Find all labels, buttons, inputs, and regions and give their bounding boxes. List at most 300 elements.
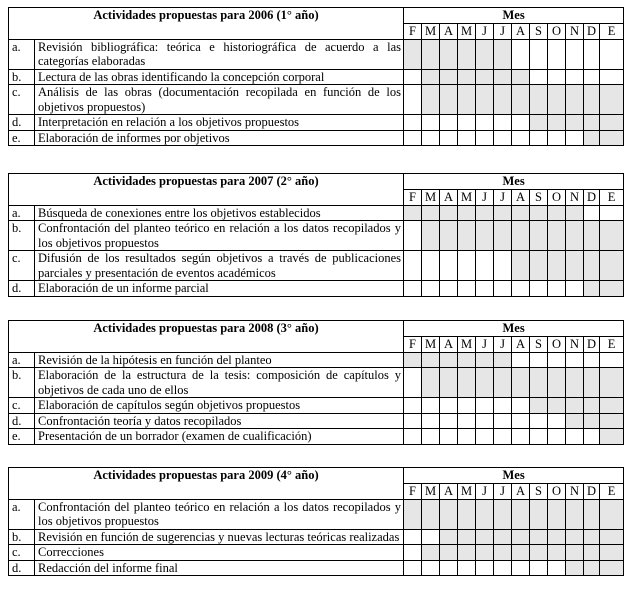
scheduled-month-cell xyxy=(584,130,600,146)
scheduled-month-cell xyxy=(548,85,566,115)
scheduled-month-cell xyxy=(512,85,530,115)
empty-month-cell xyxy=(458,560,476,576)
activity-description: Elaboración de capítulos según objetivos propuestos xyxy=(35,398,404,414)
scheduled-month-cell xyxy=(476,529,494,545)
scheduled-month-cell xyxy=(584,560,600,576)
empty-month-cell xyxy=(458,115,476,131)
empty-month-cell xyxy=(476,115,494,131)
scheduled-month-cell xyxy=(422,69,440,85)
month-label: A xyxy=(512,336,530,352)
empty-month-cell xyxy=(458,413,476,429)
month-label: M xyxy=(458,189,476,205)
empty-month-cell xyxy=(404,130,422,146)
empty-month-cell xyxy=(512,560,530,576)
empty-month-cell xyxy=(458,281,476,297)
scheduled-month-cell xyxy=(600,413,624,429)
activity-letter: c. xyxy=(9,85,35,115)
activity-description: Revisión de la hipótesis en función del planteo xyxy=(35,352,404,368)
scheduled-month-cell xyxy=(494,352,512,368)
scheduled-month-cell xyxy=(530,368,548,398)
activity-description: Confrontación del planteo teórico en relación a los datos recopilados y los objetivos propuestos xyxy=(35,221,404,251)
scheduled-month-cell xyxy=(440,221,458,251)
empty-month-cell xyxy=(548,352,566,368)
empty-month-cell xyxy=(422,281,440,297)
month-label: N xyxy=(566,483,584,499)
empty-month-cell xyxy=(548,69,566,85)
empty-month-cell xyxy=(440,429,458,445)
scheduled-month-cell xyxy=(458,205,476,221)
empty-month-cell xyxy=(440,398,458,414)
activity-table-3 xyxy=(8,320,623,445)
month-label: F xyxy=(404,336,422,352)
scheduled-month-cell xyxy=(548,205,566,221)
empty-month-cell xyxy=(422,115,440,131)
empty-month-cell xyxy=(404,69,422,85)
scheduled-month-cell xyxy=(584,368,600,398)
empty-month-cell xyxy=(422,413,440,429)
schedule-table xyxy=(8,7,624,146)
empty-month-cell xyxy=(404,368,422,398)
empty-month-cell xyxy=(512,39,530,69)
empty-month-cell xyxy=(530,429,548,445)
scheduled-month-cell xyxy=(476,205,494,221)
empty-month-cell xyxy=(494,130,512,146)
empty-month-cell xyxy=(512,130,530,146)
scheduled-month-cell xyxy=(476,352,494,368)
scheduled-month-cell xyxy=(458,69,476,85)
month-label: D xyxy=(584,23,600,39)
empty-month-cell xyxy=(584,429,600,445)
scheduled-month-cell xyxy=(530,545,548,561)
scheduled-month-cell xyxy=(600,398,624,414)
activity-table-4 xyxy=(8,467,623,576)
scheduled-month-cell xyxy=(422,368,440,398)
scheduled-month-cell xyxy=(566,251,584,281)
month-label: F xyxy=(404,23,422,39)
scheduled-month-cell xyxy=(440,545,458,561)
scheduled-month-cell xyxy=(600,281,624,297)
scheduled-month-cell xyxy=(566,499,584,529)
empty-month-cell xyxy=(548,413,566,429)
scheduled-month-cell xyxy=(530,529,548,545)
scheduled-month-cell xyxy=(548,499,566,529)
scheduled-month-cell xyxy=(422,221,440,251)
empty-month-cell xyxy=(458,398,476,414)
empty-month-cell xyxy=(422,130,440,146)
month-label: S xyxy=(530,189,548,205)
scheduled-month-cell xyxy=(566,529,584,545)
scheduled-month-cell xyxy=(422,499,440,529)
scheduled-month-cell xyxy=(530,251,548,281)
scheduled-month-cell xyxy=(458,499,476,529)
empty-month-cell xyxy=(404,398,422,414)
activity-description: Análisis de las obras (documentación recopilada en función de los objetivos propuestos) xyxy=(35,85,404,115)
month-label: J xyxy=(494,483,512,499)
empty-month-cell xyxy=(440,130,458,146)
month-label: O xyxy=(548,23,566,39)
activity-letter: a. xyxy=(9,499,35,529)
activity-description: Redacción del informe final xyxy=(35,560,404,576)
scheduled-month-cell xyxy=(512,499,530,529)
scheduled-month-cell xyxy=(458,85,476,115)
empty-month-cell xyxy=(476,413,494,429)
scheduled-month-cell xyxy=(422,85,440,115)
scheduled-month-cell xyxy=(600,115,624,131)
activity-letter: d. xyxy=(9,115,35,131)
scheduled-month-cell xyxy=(548,221,566,251)
scheduled-month-cell xyxy=(600,499,624,529)
table-title: Actividades propuestas para 2007 (2° año) xyxy=(9,174,404,206)
scheduled-month-cell xyxy=(494,545,512,561)
month-label: M xyxy=(458,23,476,39)
empty-month-cell xyxy=(440,413,458,429)
month-label: O xyxy=(548,483,566,499)
empty-month-cell xyxy=(440,251,458,281)
scheduled-month-cell xyxy=(600,545,624,561)
empty-month-cell xyxy=(476,429,494,445)
scheduled-month-cell xyxy=(476,69,494,85)
activity-letter: b. xyxy=(9,368,35,398)
month-label: A xyxy=(512,23,530,39)
activity-row xyxy=(9,115,624,131)
activity-row xyxy=(9,352,624,368)
empty-month-cell xyxy=(404,85,422,115)
scheduled-month-cell xyxy=(566,545,584,561)
activity-row xyxy=(9,368,624,398)
activity-description: Correcciones xyxy=(35,545,404,561)
activity-letter: a. xyxy=(9,352,35,368)
empty-month-cell xyxy=(548,130,566,146)
empty-month-cell xyxy=(512,413,530,429)
scheduled-month-cell xyxy=(584,221,600,251)
empty-month-cell xyxy=(530,413,548,429)
activity-table-2 xyxy=(8,173,623,297)
month-label: J xyxy=(476,23,494,39)
scheduled-month-cell xyxy=(476,368,494,398)
scheduled-month-cell xyxy=(584,85,600,115)
empty-month-cell xyxy=(422,529,440,545)
month-label: A xyxy=(512,189,530,205)
empty-month-cell xyxy=(548,39,566,69)
activity-table-1 xyxy=(8,7,623,146)
scheduled-month-cell xyxy=(476,499,494,529)
scheduled-month-cell xyxy=(600,221,624,251)
scheduled-month-cell xyxy=(494,85,512,115)
empty-month-cell xyxy=(476,130,494,146)
activity-letter: d. xyxy=(9,413,35,429)
activity-row xyxy=(9,39,624,69)
scheduled-month-cell xyxy=(600,85,624,115)
activity-row xyxy=(9,130,624,146)
scheduled-month-cell xyxy=(512,251,530,281)
empty-month-cell xyxy=(530,281,548,297)
scheduled-month-cell xyxy=(404,499,422,529)
activity-row xyxy=(9,221,624,251)
activity-letter: d. xyxy=(9,281,35,297)
empty-month-cell xyxy=(548,560,566,576)
empty-month-cell xyxy=(440,115,458,131)
empty-month-cell xyxy=(494,429,512,445)
month-label: E xyxy=(600,336,624,352)
activity-description: Revisión en función de sugerencias y nuevas lecturas teóricas realizadas xyxy=(35,529,404,545)
month-label: M xyxy=(422,483,440,499)
empty-month-cell xyxy=(494,560,512,576)
empty-month-cell xyxy=(458,429,476,445)
empty-month-cell xyxy=(494,281,512,297)
empty-month-cell xyxy=(566,281,584,297)
activity-description: Presentación de un borrador (examen de cualificación) xyxy=(35,429,404,445)
activity-row xyxy=(9,413,624,429)
scheduled-month-cell xyxy=(584,529,600,545)
scheduled-month-cell xyxy=(494,39,512,69)
activity-letter: a. xyxy=(9,205,35,221)
month-label: O xyxy=(548,336,566,352)
scheduled-month-cell xyxy=(512,529,530,545)
month-label: J xyxy=(494,23,512,39)
month-header: Mes xyxy=(404,8,624,24)
scheduled-month-cell xyxy=(530,221,548,251)
activity-row xyxy=(9,499,624,529)
activity-description: Interpretación en relación a los objetivos propuestos xyxy=(35,115,404,131)
scheduled-month-cell xyxy=(566,205,584,221)
scheduled-month-cell xyxy=(494,368,512,398)
activity-letter: b. xyxy=(9,221,35,251)
empty-month-cell xyxy=(422,251,440,281)
scheduled-month-cell xyxy=(512,221,530,251)
empty-month-cell xyxy=(566,39,584,69)
scheduled-month-cell xyxy=(458,352,476,368)
month-label: N xyxy=(566,336,584,352)
activity-letter: c. xyxy=(9,251,35,281)
scheduled-month-cell xyxy=(600,429,624,445)
month-label: A xyxy=(512,483,530,499)
empty-month-cell xyxy=(494,413,512,429)
empty-month-cell xyxy=(566,69,584,85)
month-header: Mes xyxy=(404,321,624,337)
activity-description: Elaboración de informes por objetivos xyxy=(35,130,404,146)
empty-month-cell xyxy=(512,352,530,368)
scheduled-month-cell xyxy=(494,529,512,545)
empty-month-cell xyxy=(530,352,548,368)
scheduled-month-cell xyxy=(458,39,476,69)
empty-month-cell xyxy=(476,251,494,281)
activity-row xyxy=(9,529,624,545)
activity-row xyxy=(9,545,624,561)
scheduled-month-cell xyxy=(584,398,600,414)
empty-month-cell xyxy=(404,413,422,429)
scheduled-month-cell xyxy=(422,39,440,69)
activity-row xyxy=(9,429,624,445)
scheduled-month-cell xyxy=(530,85,548,115)
empty-month-cell xyxy=(494,398,512,414)
empty-month-cell xyxy=(494,115,512,131)
month-label: A xyxy=(440,189,458,205)
activity-description: Confrontación del planteo teórico en relación a los datos recopilados y los objetivos propuestos xyxy=(35,499,404,529)
month-label: D xyxy=(584,189,600,205)
table-title: Actividades propuestas para 2009 (4° año) xyxy=(9,468,404,500)
scheduled-month-cell xyxy=(530,499,548,529)
empty-month-cell xyxy=(512,281,530,297)
empty-month-cell xyxy=(476,281,494,297)
empty-month-cell xyxy=(530,69,548,85)
scheduled-month-cell xyxy=(404,39,422,69)
scheduled-month-cell xyxy=(566,413,584,429)
scheduled-month-cell xyxy=(512,69,530,85)
empty-month-cell xyxy=(458,130,476,146)
month-label: D xyxy=(584,483,600,499)
scheduled-month-cell xyxy=(566,221,584,251)
scheduled-month-cell xyxy=(600,368,624,398)
scheduled-month-cell xyxy=(566,368,584,398)
empty-month-cell xyxy=(584,39,600,69)
month-label: M xyxy=(422,189,440,205)
scheduled-month-cell xyxy=(404,205,422,221)
month-label: M xyxy=(422,336,440,352)
empty-month-cell xyxy=(404,545,422,561)
month-label: F xyxy=(404,483,422,499)
scheduled-month-cell xyxy=(600,130,624,146)
month-label: J xyxy=(476,336,494,352)
activity-description: Elaboración de la estructura de la tesis: composición de capítulos y objetivos de cada uno de ellos xyxy=(35,368,404,398)
scheduled-month-cell xyxy=(458,368,476,398)
empty-month-cell xyxy=(584,205,600,221)
scheduled-month-cell xyxy=(530,115,548,131)
schedule-table xyxy=(8,173,624,297)
month-label: N xyxy=(566,189,584,205)
empty-month-cell xyxy=(548,429,566,445)
empty-month-cell xyxy=(440,560,458,576)
scheduled-month-cell xyxy=(458,529,476,545)
activity-letter: c. xyxy=(9,398,35,414)
schedule-table xyxy=(8,467,624,576)
month-label: F xyxy=(404,189,422,205)
scheduled-month-cell xyxy=(548,368,566,398)
month-label: N xyxy=(566,23,584,39)
table-title: Actividades propuestas para 2008 (3° año) xyxy=(9,321,404,353)
scheduled-month-cell xyxy=(566,85,584,115)
scheduled-month-cell xyxy=(548,251,566,281)
month-label: J xyxy=(476,189,494,205)
scheduled-month-cell xyxy=(566,398,584,414)
empty-month-cell xyxy=(530,39,548,69)
scheduled-month-cell xyxy=(584,413,600,429)
empty-month-cell xyxy=(600,39,624,69)
activity-description: Lectura de las obras identificando la concepción corporal xyxy=(35,69,404,85)
table-title: Actividades propuestas para 2006 (1° año) xyxy=(9,8,404,40)
month-label: S xyxy=(530,483,548,499)
scheduled-month-cell xyxy=(494,69,512,85)
schedule-table xyxy=(8,320,624,445)
empty-month-cell xyxy=(600,69,624,85)
month-header: Mes xyxy=(404,174,624,190)
empty-month-cell xyxy=(494,251,512,281)
empty-month-cell xyxy=(422,429,440,445)
scheduled-month-cell xyxy=(458,545,476,561)
scheduled-month-cell xyxy=(422,352,440,368)
activity-description: Elaboración de un informe parcial xyxy=(35,281,404,297)
month-label: A xyxy=(440,336,458,352)
empty-month-cell xyxy=(566,429,584,445)
empty-month-cell xyxy=(584,69,600,85)
empty-month-cell xyxy=(476,398,494,414)
scheduled-month-cell xyxy=(440,205,458,221)
scheduled-month-cell xyxy=(494,205,512,221)
scheduled-month-cell xyxy=(584,545,600,561)
activity-letter: a. xyxy=(9,39,35,69)
month-label: O xyxy=(548,189,566,205)
scheduled-month-cell xyxy=(584,499,600,529)
empty-month-cell xyxy=(530,560,548,576)
empty-month-cell xyxy=(458,251,476,281)
month-label: A xyxy=(440,23,458,39)
empty-month-cell xyxy=(584,352,600,368)
month-label: M xyxy=(422,23,440,39)
activity-letter: b. xyxy=(9,69,35,85)
empty-month-cell xyxy=(404,251,422,281)
scheduled-month-cell xyxy=(530,205,548,221)
activity-row xyxy=(9,281,624,297)
scheduled-month-cell xyxy=(584,251,600,281)
month-label: S xyxy=(530,23,548,39)
activity-row xyxy=(9,398,624,414)
scheduled-month-cell xyxy=(494,221,512,251)
activity-row xyxy=(9,85,624,115)
empty-month-cell xyxy=(548,281,566,297)
scheduled-month-cell xyxy=(566,560,584,576)
scheduled-month-cell xyxy=(548,545,566,561)
empty-month-cell xyxy=(404,429,422,445)
activity-letter: c. xyxy=(9,545,35,561)
empty-month-cell xyxy=(512,115,530,131)
scheduled-month-cell xyxy=(440,368,458,398)
scheduled-month-cell xyxy=(600,251,624,281)
empty-month-cell xyxy=(404,529,422,545)
scheduled-month-cell xyxy=(530,398,548,414)
month-label: J xyxy=(494,189,512,205)
scheduled-month-cell xyxy=(494,499,512,529)
scheduled-month-cell xyxy=(548,398,566,414)
month-label: E xyxy=(600,23,624,39)
scheduled-month-cell xyxy=(512,368,530,398)
scheduled-month-cell xyxy=(440,85,458,115)
activity-description: Búsqueda de conexiones entre los objetivos establecidos xyxy=(35,205,404,221)
month-label: A xyxy=(440,483,458,499)
scheduled-month-cell xyxy=(440,39,458,69)
empty-month-cell xyxy=(600,352,624,368)
empty-month-cell xyxy=(566,352,584,368)
activity-letter: e. xyxy=(9,130,35,146)
month-label: E xyxy=(600,483,624,499)
activity-row xyxy=(9,205,624,221)
scheduled-month-cell xyxy=(566,115,584,131)
scheduled-month-cell xyxy=(476,545,494,561)
scheduled-month-cell xyxy=(584,281,600,297)
activity-row xyxy=(9,69,624,85)
empty-month-cell xyxy=(600,205,624,221)
month-label: S xyxy=(530,336,548,352)
activity-letter: b. xyxy=(9,529,35,545)
scheduled-month-cell xyxy=(440,69,458,85)
empty-month-cell xyxy=(422,560,440,576)
month-label: M xyxy=(458,336,476,352)
activity-description: Revisión bibliográfica: teórica e historiográfica de acuerdo a las categorías elaboradas xyxy=(35,39,404,69)
scheduled-month-cell xyxy=(512,205,530,221)
scheduled-month-cell xyxy=(548,115,566,131)
scheduled-month-cell xyxy=(600,560,624,576)
scheduled-month-cell xyxy=(476,221,494,251)
scheduled-month-cell xyxy=(600,529,624,545)
activity-letter: e. xyxy=(9,429,35,445)
